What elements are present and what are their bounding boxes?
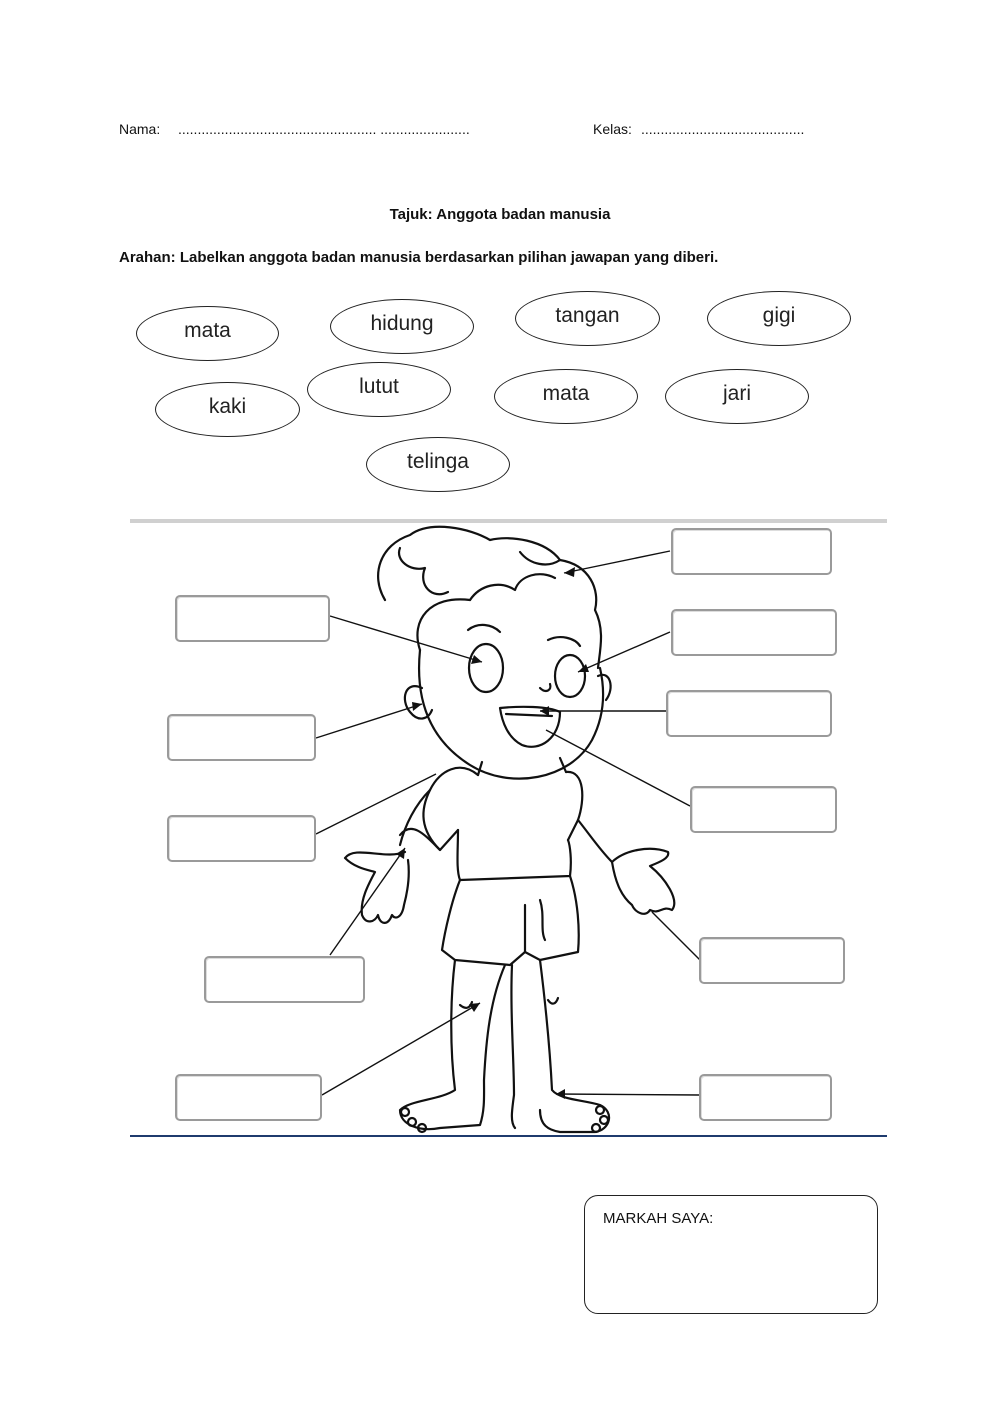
score-label: MARKAH SAYA:: [603, 1210, 714, 1227]
pointer-lines: [316, 551, 700, 1095]
divider-bottom: [130, 1135, 887, 1137]
answer-box-foot[interactable]: [699, 1074, 832, 1121]
word-label: hidung: [370, 311, 434, 335]
answer-box-ear[interactable]: [167, 714, 316, 761]
page-title: Tajuk: Anggota badan manusia: [389, 206, 611, 223]
answer-box-hand[interactable]: [204, 956, 365, 1003]
answer-box-eye-left[interactable]: [175, 595, 330, 642]
answer-box-knee[interactable]: [175, 1074, 322, 1121]
word-label: telinga: [407, 449, 469, 473]
answer-box-eye-right[interactable]: [671, 609, 837, 656]
class-label: Kelas:: [593, 121, 632, 137]
instruction-text: Arahan: Labelkan anggota badan manusia berdasarkan pilihan jawapan yang diberi.: [119, 249, 719, 266]
name-line[interactable]: ................................................... .......................: [178, 121, 470, 137]
word-label: mata: [542, 381, 590, 405]
score-box[interactable]: [584, 1195, 878, 1314]
child-illustration: [345, 527, 674, 1132]
word-label: jari: [722, 381, 751, 405]
answer-box-arm[interactable]: [167, 815, 316, 862]
answer-box-fingers[interactable]: [699, 937, 845, 984]
answer-box-teeth[interactable]: [690, 786, 837, 833]
word-label: mata: [184, 318, 231, 342]
answer-box-nose[interactable]: [666, 690, 832, 737]
word-label: kaki: [208, 394, 247, 418]
word-label: tangan: [555, 303, 620, 327]
word-label: gigi: [762, 303, 796, 327]
answer-box-hair[interactable]: [671, 528, 832, 575]
class-line[interactable]: ..........................................: [641, 121, 805, 137]
word-label: lutut: [359, 374, 399, 398]
name-label: Nama:: [119, 121, 161, 137]
